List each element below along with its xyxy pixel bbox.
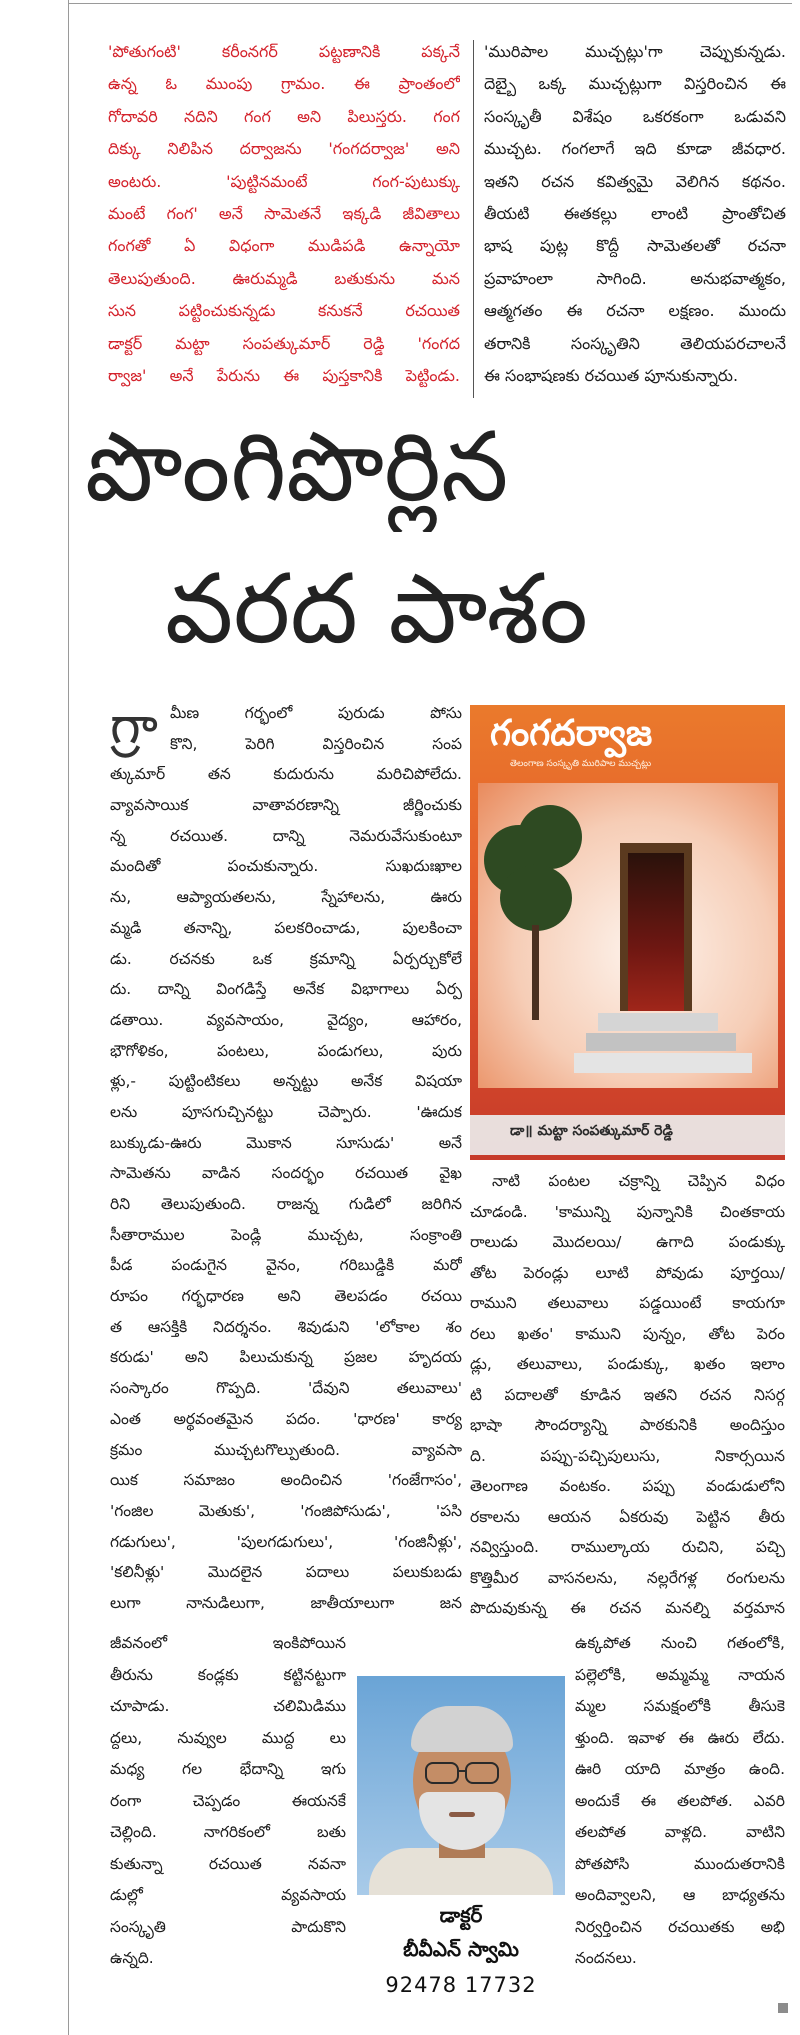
article-line: సామెతను వాడిన సందర్భం రచయిత వైఖ	[110, 1164, 462, 1183]
article-line: జీవనంలో ఇంకిపోయిన	[110, 1634, 346, 1652]
article-line: నాటి పంటల చక్రాన్ని చెప్పిన విధం	[492, 1172, 785, 1190]
article-line: కొత్తిమీర వాసనలను, నల్లరేగళ్ల రంగులను	[470, 1568, 785, 1587]
photo-beard	[419, 1792, 505, 1850]
article-line: నవ్విస్తుంది. రాముల్కాయ రుచిని, పచ్చి	[470, 1538, 785, 1556]
author-phone: 92478 17732	[385, 1973, 537, 1997]
book-cover-image	[470, 705, 785, 1160]
article-line: ఉక్కపోత నుంచి గతంలోకి,	[575, 1634, 785, 1652]
intro-highlight-line: ఉన్న ఓ ముంపు గ్రామం. ఈ ప్రాంతంలో	[108, 74, 460, 94]
intro-column-divider	[473, 40, 474, 398]
article-line: త ఆసక్తికి నిదర్శనం. శివుడుని 'లోకాల శం	[110, 1317, 462, 1336]
photo-hair	[411, 1706, 513, 1752]
cover-step	[598, 1013, 718, 1031]
intro-text-line: 'మురిపాల ముచ్చట్లు'గా చెప్పుకున్నడు.	[484, 42, 786, 61]
author-name: బీవీఎన్ స్వామి	[403, 1937, 519, 1961]
photo-glasses-right	[465, 1762, 499, 1784]
article-line: మధ్య గల భేదాన్ని ఇగు	[110, 1760, 346, 1778]
article-line: రలు ఖతం' కాముని పున్నం, తోట పెరం	[470, 1324, 785, 1343]
author-title: డాక్టర్	[439, 1903, 483, 1927]
article-line: 'గంజిల మెతుకు', 'గంజిపోసుడు', 'పసి	[110, 1501, 462, 1520]
headline-line-1: పొంగిపొర్లిన	[85, 411, 509, 523]
article-line: డుల్లో వ్యవసాయ	[110, 1886, 346, 1904]
article-line: దు. దాన్ని వింగడిస్తే అనేక విభాగాలు ఏర్ప	[110, 980, 462, 999]
cover-doorway	[628, 853, 684, 1011]
intro-highlight-line: మంటే గంగ' అనే సామెతనే ఇక్కడి జీవితాలు	[108, 203, 460, 223]
cover-author: డా॥ మట్టా సంపత్కుమార్ రెడ్డి	[510, 1123, 673, 1139]
intro-highlight-line: తెలుపుతుంది. ఊరుమ్మడి బతుకును మన	[108, 268, 460, 288]
intro-text-line: దెబ్బై ఒక్క ముచ్చట్లుగా విస్తరించిన ఈ	[484, 74, 786, 94]
article-line: మందితో పంచుకున్నారు. సుఖదుఃఖాల	[110, 857, 462, 876]
intro-highlight-line: గోదావరి నదిని గంగ అని పిలుస్తరు. గంగ	[108, 106, 460, 126]
article-line: చూడండి. 'కామున్ని పున్నానికి చింతకాయ	[470, 1202, 785, 1221]
article-line: లుగా నానుడిలుగా, జాతీయాలుగా జన	[110, 1593, 462, 1612]
cover-tree-foliage	[500, 865, 572, 931]
cover-subtitle: తెలంగాణ సంస్కృతి మురిపాల ముచ్చట్లు	[510, 759, 652, 769]
drop-cap: గ్రా	[110, 696, 158, 756]
cover-step	[586, 1033, 736, 1051]
intro-right-column	[484, 36, 786, 392]
article-line: మ్మల సమక్షంలోకి తీసుకె	[575, 1697, 785, 1715]
article-line: డతాయి. వ్యవసాయం, వైద్యం, ఆహారం,	[110, 1010, 462, 1029]
author-photo	[357, 1676, 565, 1895]
article-line: తోట పెరండ్లు లూటి పోవుడు పూర్తయి/	[470, 1263, 785, 1282]
cover-step	[574, 1053, 752, 1073]
article-line: మ్మడి తనాన్ని, పలకరించాడు, పులకించా	[110, 918, 462, 937]
intro-text-line: భాష పుట్ల కొద్దీ సామెతలతో రచనా	[484, 236, 786, 256]
article-line: చూపాడు. చలిమిడిము	[110, 1697, 346, 1715]
intro-highlight-column	[108, 36, 460, 392]
intro-highlight-line: దిక్కు నిలిపిన దర్వాజను 'గంగదర్వాజ' అని	[108, 139, 460, 159]
article-left-column	[110, 698, 462, 1619]
article-line: 'కలినీళ్లు' మొదలైన పదాలు పలుకుబడు	[110, 1563, 462, 1582]
intro-text-line: తరానికి సంస్కృతిని తెలియపరచాలనే	[484, 333, 786, 353]
article-line: డ్లు, తలువాలు, పండుక్కు, ఖతం ఇలాం	[470, 1355, 785, 1373]
article-line: రకాలను ఆయన ఏకరువు పెట్టిన తీరు	[470, 1507, 785, 1526]
intro-text-line: ఆత్మగతం ఈ రచనా లక్షణం. ముందు	[484, 301, 786, 321]
article-line: రిని తెలుపుతుంది. రాజన్న గుడిలో జరిగిన	[110, 1195, 462, 1213]
article-line: లను పూసగుచ్చినట్టు చెప్పారు. 'ఊదుక	[110, 1102, 462, 1121]
article-line: గడుగులు', 'పులగడుగులు', 'గంజినీళ్లు',	[110, 1532, 462, 1551]
article-line: కరుడు' అని పిలుచుకున్న ప్రజల హృదయ	[110, 1348, 462, 1367]
article-line: వ్యావసాయిక వాతావరణాన్ని జీర్ణించుకు	[110, 796, 462, 815]
article-line: అందుకే ఈ తలపోత. ఎవరి	[575, 1791, 785, 1810]
article-line: క్రమం ముచ్చటగొల్పుతుంది. వ్యావసా	[110, 1440, 462, 1459]
photo-glasses-left	[425, 1762, 459, 1784]
article-line: సీతారాముల పెండ్లి ముచ్చట, సంక్రాంతి	[110, 1225, 462, 1244]
article-line: భౌగోళికం, పంటలు, పండుగలు, పురు	[110, 1041, 462, 1060]
article-line: డు. రచనకు ఒక క్రమాన్ని ఏర్పర్చుకోలే	[110, 949, 462, 968]
article-line: రూపం గర్భధారణ అని తెలపడం రచయి	[110, 1287, 462, 1306]
page-top-rule	[68, 3, 792, 4]
article-line: తలపోత వాళ్లది. వాటిని	[575, 1823, 785, 1841]
article-line: త్కుమార్ తన కుదురును మరిచిపోలేదు.	[110, 765, 462, 784]
article-line: ళ్లు,- పుట్టింటికలు అన్నట్టు అనేక విషయా	[110, 1072, 462, 1091]
article-line: భాషా సౌందర్యాన్ని పాఠకునికి అందిస్తుం	[470, 1416, 785, 1434]
intro-highlight-line: డాక్టర్ మట్టా సంపత్కుమార్ రెడ్డి 'గంగద	[108, 333, 460, 353]
article-line: చెల్లింది. నాగరికంలో బతు	[110, 1823, 346, 1841]
article-line: ది. పప్పు-పచ్చిపులుసు, నికార్సయిన	[470, 1446, 785, 1465]
article-line: ఎంత అర్థవంతమైన పదం. 'ధారణ' కార్య	[110, 1409, 462, 1428]
article-line: మీణ గర్భంలో పురుడు పోసు	[170, 704, 462, 722]
article-line: తెలంగాణ వంటకం. పప్పు వండుడులోని	[470, 1477, 785, 1495]
article-line: కుతున్నా రచయిత నవనా	[110, 1854, 346, 1873]
article-line: ను, ఆప్యాయతలను, స్నేహాలను, ఊరు	[110, 888, 462, 907]
intro-text-line: ముచ్చట. గంగలాగే ఇది కూడా జీవధార.	[484, 139, 786, 159]
article-line: న్న రచయిత. దాన్ని నెమరువేసుకుంటూ	[110, 826, 462, 845]
article-line: బుక్కుడు-ఊరు మొకాన సూసుడు' అనే	[110, 1133, 462, 1152]
article-line: ఉన్నది.	[110, 1949, 154, 1967]
intro-text-line: సంస్కృతీ విశేషం ఒకరకంగా ఒడువని	[484, 106, 786, 126]
article-line: అందివ్వాలని, ఆ బాధ్యతను	[575, 1886, 785, 1904]
intro-highlight-line: 'పోతుగంటి' కరీంనగర్ పట్టణానికి పక్కనే	[108, 42, 460, 61]
article-line: టి పదాలతో కూడిన ఇతని రచన నిసర్గ	[470, 1385, 785, 1404]
page-left-rule	[68, 0, 69, 2035]
article-line: సంస్కారం గొప్పది. 'దేవుని తలువాలు'	[110, 1379, 462, 1398]
article-line: తీరును కండ్లకు కట్టినట్టుగా	[110, 1665, 346, 1684]
article-left-narrow-column	[110, 1628, 346, 1975]
photo-glasses-bridge	[458, 1770, 466, 1772]
article-line: ఊరి యాది మాత్రం ఉంది.	[575, 1760, 785, 1778]
article-right-narrow-column	[575, 1628, 785, 1975]
intro-text-line: తీయటి ఈతకల్లు లాంటి ప్రాంతోచిత	[484, 203, 786, 223]
article-line: రంగా చెప్పడం ఈయనకే	[110, 1791, 346, 1810]
intro-highlight-line: అంటరు. 'పుట్టినమంటే గంగ-పుటుక్కు	[108, 171, 460, 191]
article-line: పల్లెలోకి, అమ్మమ్మ నాయన	[575, 1665, 785, 1684]
intro-text-line: ఇతని రచన కవిత్వమై వెలిగిన కథనం.	[484, 171, 786, 191]
article-line: రాముని తలువాలు పడ్డయింటే కాయగూ	[470, 1294, 785, 1312]
intro-text-line: ఈ సంభాషణకు రచయిత పూనుకున్నారు.	[484, 365, 739, 385]
end-mark	[778, 2003, 788, 2013]
article-line: సంస్కృతి పాదుకొని	[110, 1917, 346, 1936]
article-line: ళ్తుంది. ఇవాళ ఈ ఊరు లేదు.	[575, 1728, 785, 1747]
cover-title: గంగదర్వాజ	[490, 713, 653, 754]
article-line: పోతపోసి ముందుతరానికి	[575, 1854, 785, 1873]
intro-text-line: ప్రవాహంలా సాగింది. అనుభవాత్మకం,	[484, 268, 786, 288]
article-line: పీడ పండుగైన వైనం, గరిబుడ్డికి మరో	[110, 1256, 462, 1275]
cover-tree-trunk	[532, 925, 539, 1020]
article-right-column	[470, 1166, 785, 1624]
intro-highlight-line: గంగతో ఏ విధంగా ముడిపడి ఉన్నాయో	[108, 236, 460, 256]
intro-highlight-line: ర్వాజ' అనే పేరును ఈ పుస్తకానికి పెట్టిండు.	[108, 365, 460, 385]
article-line: ద్దలు, నువ్వుల ముద్ద లు	[110, 1728, 346, 1747]
article-line: నందనలు.	[575, 1949, 637, 1967]
intro-highlight-line: సున పట్టించుకున్నడు కనుకనే రచయిత	[108, 301, 460, 321]
article-line: రాలుడు మొదలయి/ ఉగాది పండుక్కు	[470, 1233, 785, 1251]
article-line: పొదువుకున్న ఈ రచన మనల్ని వర్తమాన	[470, 1599, 785, 1617]
headline-line-2: వరద పాశం	[165, 553, 588, 665]
article-line: నిర్వర్తించిన రచయితకు అభి	[575, 1917, 785, 1936]
article-line: యిక సమాజం అందించిన 'గంజేగాసం',	[110, 1471, 462, 1490]
photo-mouth	[449, 1812, 475, 1817]
cover-tree-foliage	[518, 805, 582, 869]
article-line: కొని, పెరిగి విస్తరించిన సంప	[170, 734, 462, 753]
